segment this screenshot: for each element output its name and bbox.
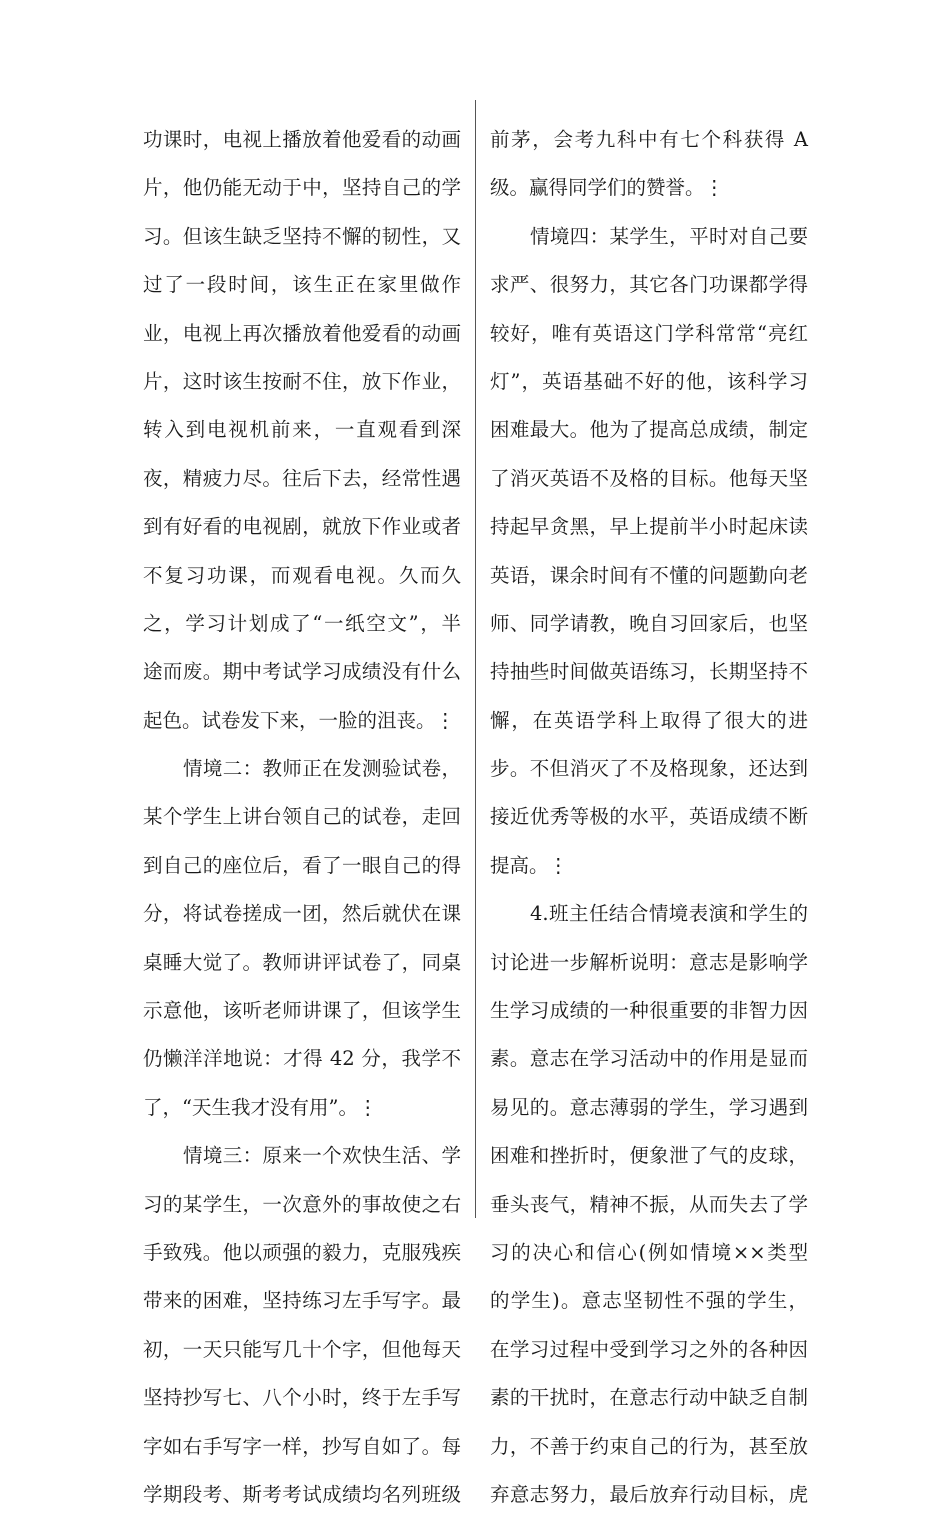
text-line: 了消灭英语不及格的目标。他每天坚	[490, 466, 808, 490]
text-line: 某个学生上讲台领自己的试卷，走回	[143, 805, 461, 829]
text-line: 分，将试卷搓成一团，然后就伏在课	[143, 902, 461, 926]
text-line: 讨论进一步解析说明：意志是影响学	[490, 950, 808, 974]
text-line: 夜，精疲力尽。往后下去，经常性遇	[143, 466, 461, 490]
text-line: 过了一段时间，该生正在家里做作	[143, 273, 461, 297]
text-line: 情境二：教师正在发测验试卷，	[183, 757, 461, 781]
column-divider	[475, 100, 476, 1218]
text-line: 带来的困难，坚持练习左手写字。最	[143, 1289, 461, 1313]
text-line: 英语，课余时间有不懂的问题勤向老	[490, 563, 808, 587]
text-line: 4.班主任结合情境表演和学生的	[530, 902, 808, 926]
text-line: 习。但该生缺乏坚持不懈的韧性，又	[143, 224, 461, 248]
text-line: 之，学习计划成了“一纸空文”，半	[143, 611, 461, 635]
text-line: 素。意志在学习活动中的作用是显而	[490, 1047, 808, 1071]
text-line: 前茅，会考九科中有七个科获得 A	[490, 128, 808, 151]
text-line: 情境三：原来一个欢快生活、学	[183, 1144, 461, 1168]
text-line: 示意他，该听老师讲课了，但该学生	[143, 999, 461, 1023]
text-line: 提高。⋮	[490, 853, 569, 877]
text-line: 困难和挫折时，便象泄了气的皮球，	[490, 1144, 808, 1168]
text-line: 起色。试卷发下来，一脸的沮丧。⋮	[143, 708, 456, 732]
text-line: 困难最大。他为了提高总成绩，制定	[490, 418, 808, 442]
text-line: 接近优秀等极的水平，英语成绩不断	[490, 805, 808, 829]
text-line: 初，一天只能写几十个字，但他每天	[143, 1337, 461, 1361]
text-line: 手致残。他以顽强的毅力，克服残疾	[143, 1240, 461, 1264]
text-line: 情境四：某学生，平时对自己要	[530, 224, 808, 248]
text-line: 在学习过程中受到学习之外的各种因	[490, 1337, 808, 1361]
text-line: 灯”，英语基础不好的他，该科学习	[490, 369, 808, 393]
text-line: 易见的。意志薄弱的学生，学习遇到	[490, 1095, 808, 1119]
text-line: 功课时，电视上播放着他爱看的动画	[143, 128, 461, 151]
text-line: 师、同学请教，晚自习回家后，也坚	[490, 611, 808, 635]
text-line: 级。赢得同学们的赞誉。⋮	[490, 176, 725, 200]
left-text-column	[143, 116, 461, 1519]
text-line: 片，他仍能无动于中，坚持自己的学	[143, 176, 461, 200]
text-line: 较好，唯有英语这门学科常常“亮红	[490, 321, 808, 345]
text-line: 垂头丧气，精神不振，从而失去了学	[490, 1192, 808, 1216]
text-line: 到自己的座位后，看了一眼自己的得	[143, 853, 461, 877]
text-line: 桌睡大觉了。教师讲评试卷了，同桌	[143, 950, 461, 974]
text-line: 仍懒洋洋地说：才得 42 分，我学不	[143, 1047, 461, 1071]
right-text-column	[490, 116, 808, 1519]
text-line: 业，电视上再次播放着他爱看的动画	[143, 321, 461, 345]
text-line: 力，不善于约束自己的行为，甚至放	[490, 1434, 808, 1458]
text-line: 习的某学生，一次意外的事故使之右	[143, 1192, 461, 1216]
text-line: 持抽些时间做英语练习，长期坚持不	[490, 660, 808, 684]
text-line: 学期段考、斯考考试成绩均名列班级	[143, 1482, 461, 1506]
text-line: 途而废。期中考试学习成绩没有什么	[143, 660, 461, 684]
text-line: 转入到电视机前来，一直观看到深	[143, 418, 461, 442]
text-line: 步。不但消灭了不及格现象，还达到	[490, 757, 808, 781]
text-line: 不复习功课，而观看电视。久而久	[143, 563, 461, 587]
text-line: 懈，在英语学科上取得了很大的进	[490, 708, 808, 732]
text-line: 持起早贪黑，早上提前半小时起床读	[490, 515, 808, 539]
text-line: 了，“天生我才没有用”。⋮	[143, 1095, 378, 1119]
text-line: 的学生)。意志坚韧性不强的学生，	[490, 1289, 808, 1313]
text-line: 求严、很努力，其它各门功课都学得	[490, 273, 808, 297]
text-line: 素的干扰时，在意志行动中缺乏自制	[490, 1386, 808, 1410]
text-line: 到有好看的电视剧，就放下作业或者	[143, 515, 461, 539]
text-line: 片，这时该生按耐不住，放下作业，	[143, 369, 461, 393]
text-line: 坚持抄写七、八个小时，终于左手写	[143, 1386, 461, 1410]
text-line: 生学习成绩的一种很重要的非智力因	[490, 999, 808, 1023]
text-line: 习的决心和信心(例如情境××类型	[490, 1240, 808, 1264]
text-line: 字如右手写字一样，抄写自如了。每	[143, 1434, 461, 1458]
text-line: 弃意志努力，最后放弃行动目标，虎	[490, 1482, 808, 1506]
